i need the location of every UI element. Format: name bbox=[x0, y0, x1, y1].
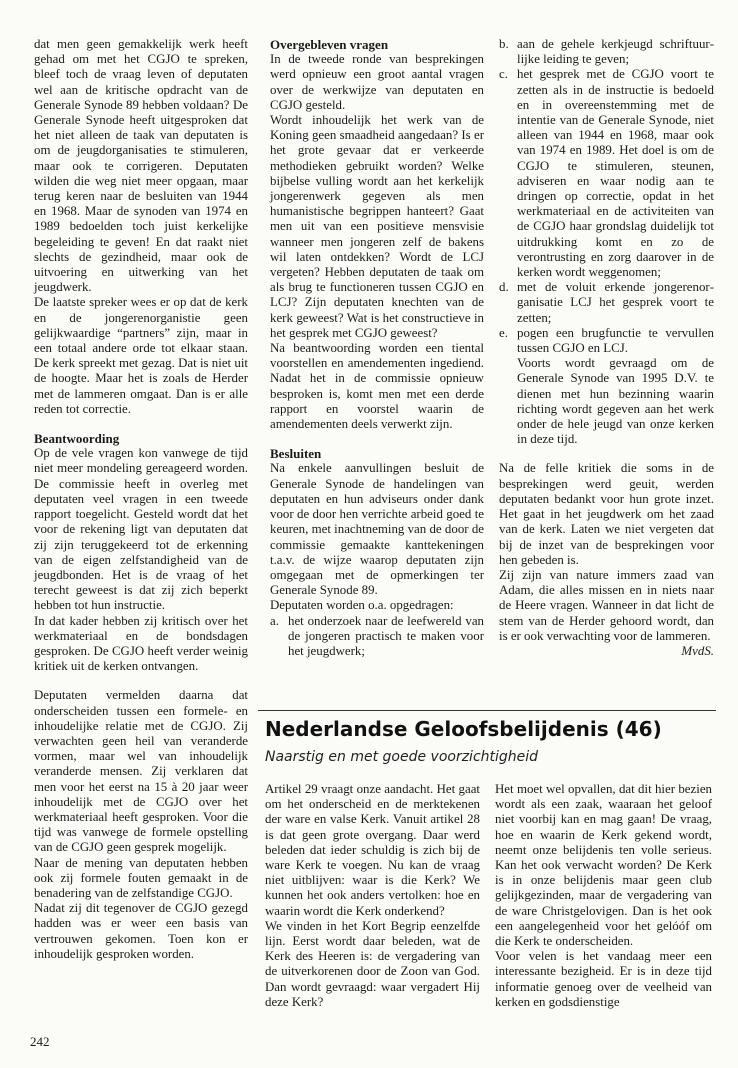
paragraph: Deputaten worden o.a. opgedragen: bbox=[270, 598, 454, 613]
article-column-right bbox=[495, 782, 712, 1010]
list-item-continuation bbox=[499, 356, 714, 447]
paragraph: Voor velen is het vandaag meer een interessante bezigheid. Er is in deze tijd informatie genoeg over de veelheid van kerken en godsdienstige bbox=[495, 949, 712, 1009]
paragraph: Naar de mening van deputaten hebben ook zij formele fouten gemaakt in de benadering van de zelfstandige CGJO. bbox=[34, 855, 248, 900]
list-item bbox=[499, 37, 714, 67]
paragraph: Na de felle kritiek die soms in de besprekingen werd geuit, werden deputaten bedankt voor hun grote inzet. Het gaat in het jeugdwerk om het zaad van de kerk. Laten we niet vergeten dat bij de inzet van de besprekingen voor hen gebeden is. bbox=[499, 461, 714, 567]
list-item bbox=[270, 614, 484, 660]
paragraph: Na beantwoording worden een tiental voorstellen en amendementen ingediend. Nadat het in de commissie opnieuw besproken is, komt men met een derde rapport en voorstel waarin de amendementen deels verwerkt zijn. bbox=[270, 341, 484, 432]
list-marker: e. bbox=[499, 325, 508, 340]
article-title: Nederlandse Geloofsbelijdenis (46) bbox=[265, 717, 662, 741]
paragraph: Op de vele vragen kon vanwege de tijd niet meer mondeling gereageerd worden. De commissie heeft in overleg met deputaten veel vragen in een tweede rapport toegelicht. Gesteld wordt dat het voor de rekening ligt van deputaten dat zij zijn teruggekeerd tot de erkenning van de eigen zelfstandigheid van de jeugdbonden. Het is de vraag of het terecht geweest is dat zij zich beperkt hebben tot hun instructie. bbox=[34, 446, 248, 613]
section-heading-besluiten: Besluiten bbox=[270, 446, 322, 462]
list-marker: c. bbox=[499, 67, 508, 82]
list-item-text: Voorts wordt gevraagd om de Generale Synode van 1995 D.V. te dienen met hun bezinning waarin richting wordt gegeven aan het werk onder de hele jeugd van onze kerken in deze tijd. bbox=[517, 356, 714, 447]
paragraph: We vinden in het Kort Begrip eenzelfde lijn. Eerst wordt daar beleden, wat de Kerk des Heeren is: de vergadering van de uitverkorenen door de Zoon van God. Dan wordt gevraagd: waar vergadert Hij deze Kerk? bbox=[265, 918, 480, 1009]
decision-list bbox=[270, 614, 484, 660]
paragraph: De laatste spreker wees er op dat de kerk en de jongerenorganistie geen gelijkwaardige “partners” zijn, maar in een totaal andere orde tot elkaar staan. De kerk spreekt met gezag. Dat is niet uit de hoogte. Maar het is zoals de Herder met de lammeren omgaat. Dan is er alle reden tot correctie. bbox=[34, 295, 248, 416]
list-item-text: het gesprek met de CGJO voort te zetten als in de instructie is bedoeld en in overeenstemming met de intentie van de Generale Synode, niet alleen van 1944 en 1968, maar ook van 1974 en 1989. Het doel is om de CGJO te stimuleren, steunen, adviseren en waar nodig aan te dringen op correctie, opdat in het werkmateriaal en de activiteiten van de CGJO haar grondslag duidelijk tot uitdrukking komt en zo de verontrusting en zorg daarover in de kerken wordt weggenomen; bbox=[517, 67, 714, 280]
list-item-text: pogen een brugfunctie te vervullen tussen CGJO en LCJ. bbox=[517, 325, 714, 356]
author-signature: MvdS. bbox=[681, 643, 714, 658]
list-item bbox=[499, 67, 714, 280]
paragraph: Zij zijn van nature immers zaad van Adam, die alles missen en in niets naar de Heere vragen. Wanneer in dat licht de stem van de Herder gehoord wordt, dan is er ook verwachting voor de lammeren. bbox=[499, 567, 714, 643]
list-item-text: het onderzoek naar de leefwereld van de jongeren practisch te maken voor het jeugdwerk; bbox=[288, 613, 484, 658]
column-left bbox=[34, 37, 248, 962]
paragraph: Het moet wel opvallen, dat dit hier bezien wordt als een zaak, waaraan het geloof niet voorbij kan en mag gaan! De vraag, hoe en waarin de Kerk gekend wordt, neemt onze belijdenis ten volle serieus. Kan het ook verwacht worden? De Kerk is in onze belijdenis maar geen club gelijkgezinden, maar de vergadering van de ware Christgelovigen. Dan is het ook een aangelegenheid voor het gelóóf om die Kerk te onderscheiden. bbox=[495, 782, 712, 949]
list-item-text: met de voluit erkende jongerenorganisatie LCJ het gesprek voort te zetten; bbox=[517, 280, 714, 325]
paragraph: Wordt inhoudelijk het werk van de Koning geen smaadheid aangedaan? Is er het grote gevaar dat er verkeerde methodieken gebruikt worden? Welke bijbelse vulling wordt aan het kerkelijk jongerenwerk gegeven als men humanistische begrippen hanteert? Gaat men uit van een positieve mensvisie wanneer men jongeren zelf de bakens wil laten ontdekken? Wordt de LCJ vergeten? Hebben deputaten de taak om als brug te functioneren tussen CGJO en LCJ? Zijn deputaten knechten van de kerk geweest? Wat is het constructieve in het gesprek met CGJO geweest? bbox=[270, 113, 484, 340]
section-heading-overgebleven-vragen: Overgebleven vragen bbox=[270, 37, 389, 52]
list-item bbox=[499, 326, 714, 356]
section-heading-beantwoording: Beantwoording bbox=[34, 431, 120, 447]
column-middle bbox=[270, 37, 484, 659]
list-marker: a. bbox=[270, 613, 279, 628]
page-number: 242 bbox=[30, 1034, 50, 1049]
paragraph: In dat kader hebben zij kritisch over het werkmateriaal en de bondsdagen gesproken. De CGJO heeft verder weinig kritiek uit de kerken ontvangen. bbox=[34, 613, 248, 674]
paragraph: Na enkele aanvullingen besluit de Generale Synode de handelingen van deputaten en hun adviseurs onder dank voor de door hen verrichte arbeid goed te keuren, met inachtneming van de door de commissie gemaakte kanttekeningen t.a.v. de wijze waarop deputaten zijn omgegaan met de opmerkingen ter Generale Synode 89. bbox=[270, 461, 484, 598]
paragraph: Artikel 29 vraagt onze aandacht. Het gaat om het onderscheid en de merktekenen der ware en valse Kerk. Vanuit artikel 28 is dat geen grote overgang. Daar werd beleden dat ieder schuldig is zich bij de ware Kerk te voegen. Nu kan de vraag niet uitblijven: waar is die Kerk? We kunnen het ook anders vertolken: hoe en waarin wordt die Kerk onderkend? bbox=[265, 782, 480, 918]
decision-list-continued bbox=[499, 37, 714, 447]
article-subtitle: Naarstig en met goede voorzichtigheid bbox=[265, 749, 539, 765]
paragraph: dat men geen gemakkelijk werk heeft gehad om met het CGJO te spreken, bleef toch de vraag leven of deputaten wel aan de kritische opdracht van de Generale Synode 89 hebben voldaan? De Generale Synode heeft uitgesproken dat het niet alleen de taak van deputaten is om de jeugdorganisaties te stimuleren, maar ook te corrigeren. Deputaten wilden die weg niet meer opgaan, maar terug keren naar de besluiten van 1944 en 1968. Maar de synoden van 1974 en 1989 bedoelden toch juist kerkelijke begeleiding te geven! En dat raakt niet slechts de gezindheid, maar ook de uitvoering en uitwerking van het jeugdwerk. bbox=[34, 37, 248, 295]
paragraph: Deputaten vermelden daarna dat onderscheiden tussen een formele- en inhoudelijke relatie met de CGJO. Zij verwachten geen heil van veranderde vormen, maar wel van inhoudelijk veranderde mensen. Zij verklaren dat men voor het eerst na 15 à 20 jaar weer inhoudelijk met de CGJO over het werkmateriaal heeft gesproken. Voor die tijd was vanwege de formele opstelling van de CGJO geen gesprek mogelijk. bbox=[34, 688, 248, 855]
list-marker: b. bbox=[499, 37, 509, 51]
section-divider bbox=[258, 710, 716, 711]
list-item bbox=[499, 280, 714, 326]
paragraph: In de tweede ronde van besprekingen werd opnieuw een groot aantal vragen over de werkwijze van deputaten en CGJO gesteld. bbox=[270, 52, 484, 112]
column-right bbox=[499, 37, 714, 659]
list-marker: d. bbox=[499, 280, 509, 295]
article-column-left bbox=[265, 782, 480, 1010]
list-item-text: aan de gehele kerkjeugd schriftuurlijke leiding te geven; bbox=[517, 37, 714, 67]
paragraph: Nadat zij dit tegenover de CGJO gezegd hadden was er weer een basis van vertrouwen gekomen. Toen kon er inhoudelijk gesproken worden. bbox=[34, 901, 248, 961]
